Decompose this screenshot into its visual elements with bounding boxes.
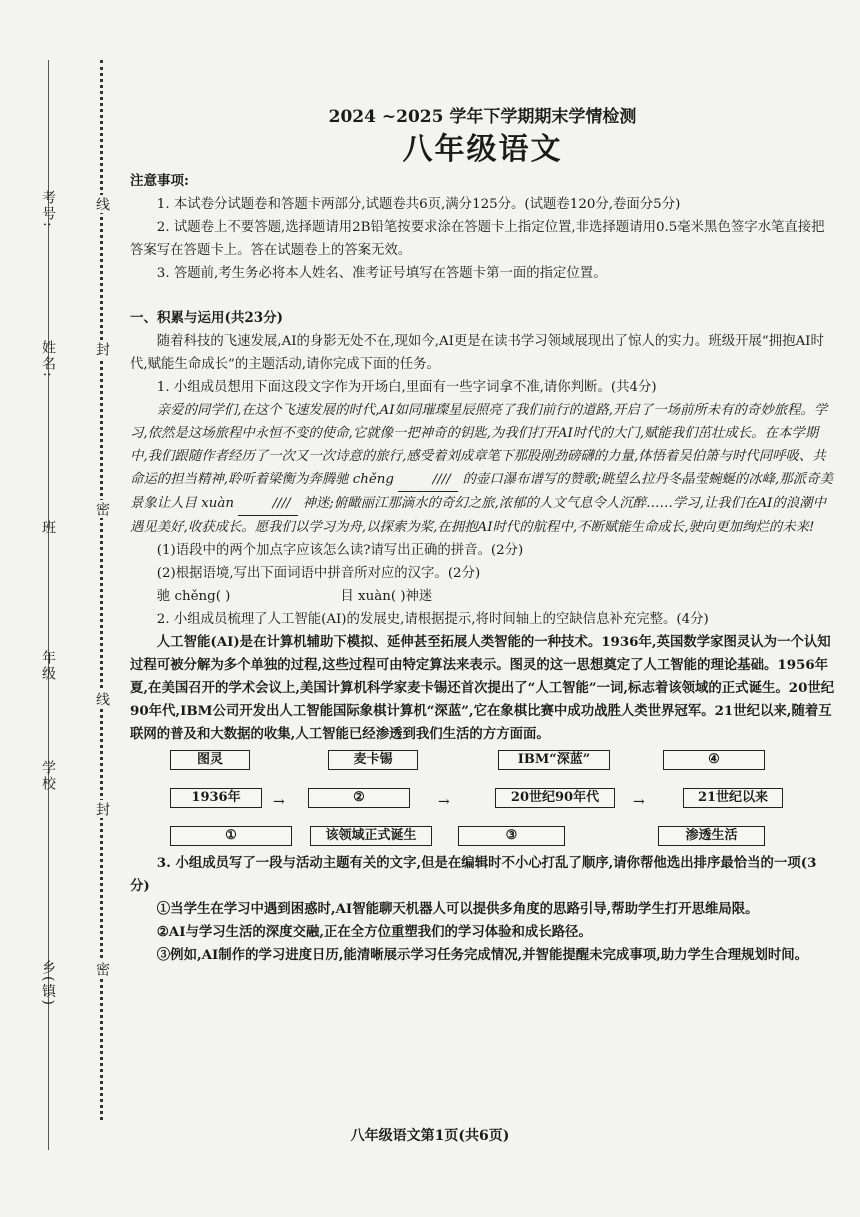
margin-label-xiangzhen: 乡(镇) [40,960,56,1007]
fill-chicheng: 驰 chěng( ) [156,589,231,604]
margin-label-nianji: 年级 [40,650,56,682]
passage-part-b: 的壶口瀑布谱写的赞歌;眺望么拉丹冬晶莹蜿蜒的冰峰,那派奇美景象让人目 xuàn [130,472,833,511]
pinyin-blank-2: //// [238,492,298,516]
timeline-box-mid-4: 21世纪以来 [683,788,783,808]
margin-mark-xian-bottom: 线 [94,692,110,706]
margin-mark-xian-top: 线 [94,197,110,211]
timeline-box-mid-1: 1936年 [170,788,262,808]
timeline-box-top-1: 图灵 [170,750,250,770]
question-3-sentence-1: ①当学生在学习中遇到困惑时,AI智能聊天机器人可以提供多角度的思路引导,帮助学生打开思维局限。 [156,901,759,917]
question-1-passage [130,399,835,539]
fill-muxuan: 目 xuàn( )神迷 [340,589,433,604]
question-1-fill-line [130,585,835,608]
margin-mark-feng-top: 封 [94,342,110,356]
section-heading: 一、积累与运用(共23分) [130,310,284,326]
passage-part-a: 亲爱的同学们,在这个飞速发展的时代,AI如同璀璨星辰照亮了我们前行的道路,开启了一场前所未有的奇妙旅程。学习,依然是这场旅程中永恒不变的使命,它就像一把神奇的钥匙,为我们打开AI时代的大门,赋能我们茁壮成长。在本学期中,我们跟随作者经历了一次又一次诗意的旅行,感受着刘成章笔下那股刚劲磅礴的力量,体悟着吴伯箫与时代同呼吸、共命运的担当精神,聆听着梁衡为奔腾驰 chěng [130,403,828,487]
timeline-box-bottom-4: 渗透生活 [658,826,765,846]
timeline-box-top-4: ④ [663,750,765,770]
timeline-arrow: → [633,794,645,810]
margin-label-ban: 班 [40,520,56,536]
question-2-stem: 2. 小组成员梳理了人工智能(AI)的发展史,请根据提示,将时间轴上的空缺信息补充完整。(4分) [156,612,709,627]
timeline-arrow: → [438,794,450,810]
binding-margin [0,0,110,1217]
timeline-box-mid-2: ② [308,788,410,808]
pinyin-blank-1: //// [398,468,458,492]
margin-mark-mi-bottom: 密 [94,962,110,976]
ai-timeline [158,750,778,850]
timeline-box-bottom-2: 该领域正式诞生 [310,826,432,846]
question-1-sub-2: (2)根据语境,写出下面词语中拼音所对应的汉字。(2分) [156,566,481,581]
margin-label-kaohao: 考号: [40,190,56,229]
question-3-stem: 3. 小组成员写了一段与活动主题有关的文字,但是在编辑时不小心打乱了顺序,请你帮他选出排序最恰当的一项(3分) [130,855,817,894]
note-item: 3. 答题前,考生务必将本人姓名、准考证号填写在答题卡第一面的指定位置。 [156,266,607,281]
timeline-box-bottom-3: ③ [458,826,565,846]
question-1-stem: 1. 小组成员想用下面这段文字作为开场白,里面有一些字词拿不准,请你判断。(共4分) [156,380,657,395]
timeline-box-mid-3: 20世纪90年代 [495,788,615,808]
timeline-box-top-2: 麦卡锡 [328,750,418,770]
margin-label-xuexiao: 学校 [40,760,56,792]
exam-content [130,106,835,967]
timeline-arrow: → [273,794,285,810]
passage-part-c: 神迷;俯瞰丽江那滴水的奇幻之旅,浓郁的人文气息令人沉醉……学习,让我们在AI的浪潮中遇见美好,收获成长。愿我们以学习为舟,以探索为桨,在拥抱AI时代的航程中,不断赋能生命成长,驶向更加绚烂的未来! [130,496,826,535]
exam-title: 2024 ~2025 学年下学期期末学情检测 [328,107,637,127]
question-1-sub-1: (1)语段中的两个加点字应该怎么读?请写出正确的拼音。(2分) [156,543,524,558]
subject-title: 八年级语文 [402,132,563,167]
question-2-passage: 人工智能(AI)是在计算机辅助下模拟、延伸甚至拓展人类智能的一种技术。1936年,英国数学家图灵认为一个认知过程可被分解为多个单独的过程,这些过程可由特定算法来表示。图灵的这一思想奠定了人工智能的理论基础。1956年夏,在美国召开的学术会议上,美国计算机科学家麦卡锡还首次提出了“人工智能”一词,标志着该领域的正式诞生。20世纪90年代,IBM公司开发出人工智能国际象棋计算机“深蓝”,它在象棋比赛中成功战胜人类世界冠军。21世纪以来,随着互联网的普及和大数据的收集,人工智能已经渗透到我们生活的方方面面。 [130,634,835,742]
question-3-sentence-2: ②AI与学习生活的深度交融,正在全方位重塑我们的学习体验和成长路径。 [156,924,592,940]
margin-mark-mi-top: 密 [94,502,110,516]
note-item: 2. 试题卷上不要答题,选择题请用2B铅笔按要求涂在答题卡上指定位置,非选择题请用0.5毫米黑色签字水笔直接把答案写在答题卡上。答在试题卷上的答案无效。 [130,220,825,258]
margin-mark-feng-bottom: 封 [94,802,110,816]
note-item: 1. 本试卷分试题卷和答题卡两部分,试题卷共6页,满分125分。(试题卷120分,卷面分5分) [156,197,681,212]
page-footer: 八年级语文第1页(共6页) [350,1128,510,1144]
question-3-sentence-3: ③例如,AI制作的学习进度日历,能清晰展示学习任务完成情况,并智能提醒未完成事项,助力学生合理规划时间。 [156,947,809,963]
notes-heading: 注意事项: [130,173,189,189]
margin-label-xingming: 姓名: [40,340,56,379]
timeline-box-bottom-1: ① [170,826,292,846]
section-intro: 随着科技的飞速发展,AI的身影无处不在,现如今,AI更是在读书学习领域展现出了惊人的实力。班级开展“拥抱AI时代,赋能生命成长”的主题活动,请你完成下面的任务。 [130,334,824,372]
timeline-box-top-3: IBM“深蓝” [498,750,610,770]
